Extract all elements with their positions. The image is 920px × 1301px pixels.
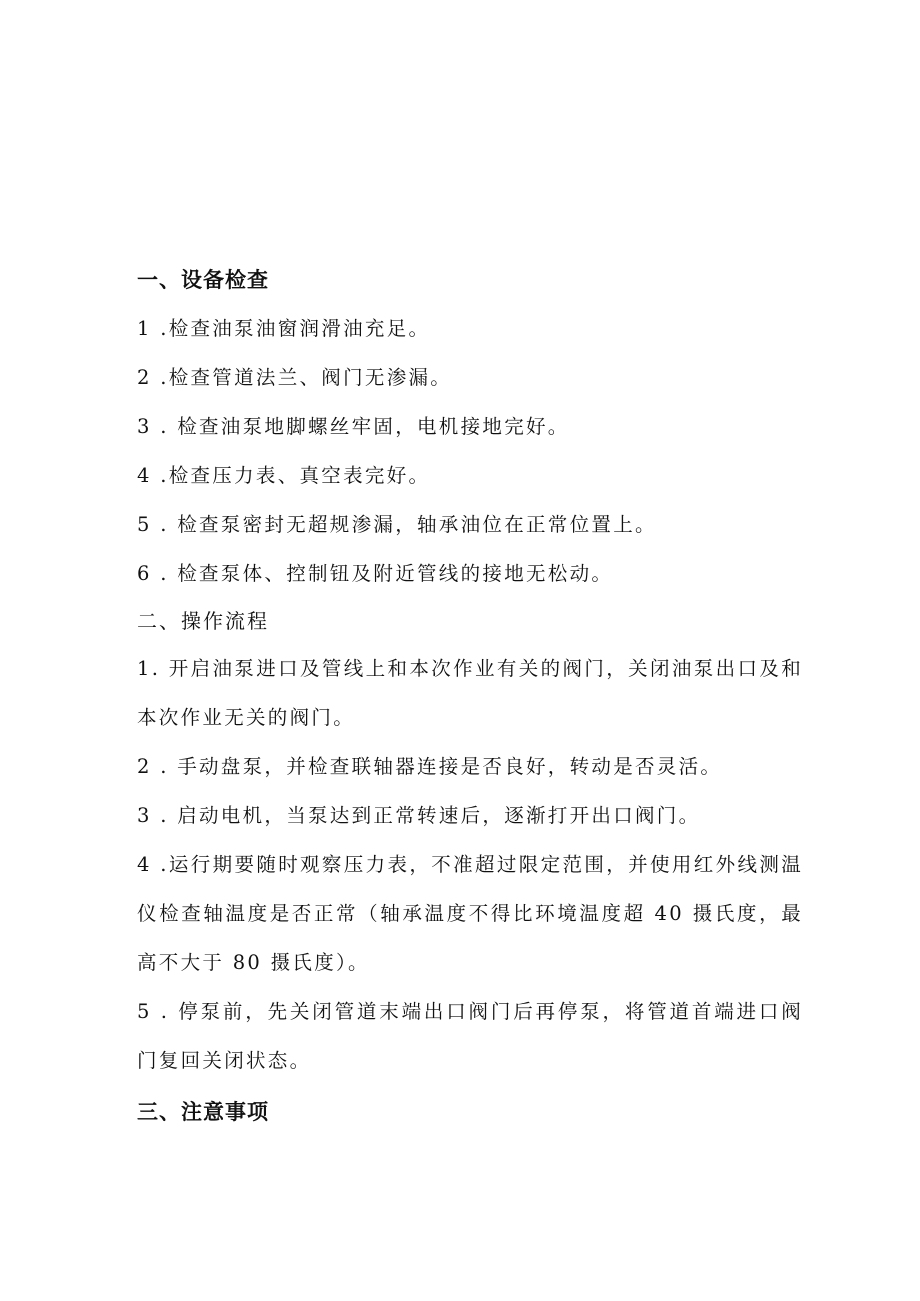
list-item: 3 . 启动电机，当泵达到正常转速后，逐渐打开出口阀门。 (137, 804, 701, 827)
list-item: 5 . 检查泵密封无超规渗漏，轴承油位在正常位置上。 (137, 513, 657, 536)
list-item: 2 . 手动盘泵，并检查联轴器连接是否良好，转动是否灵活。 (137, 755, 723, 778)
list-item: 1 .检查油泵油窗润滑油充足。 (137, 317, 431, 340)
list-item: 4 .检查压力表、真空表完好。 (137, 464, 431, 487)
section-heading-equipment-check: 一、设备检查 (137, 268, 269, 292)
list-item: 3 . 检查油泵地脚螺丝牢固，电机接地完好。 (137, 415, 570, 438)
section-heading-precautions: 三、注意事项 (137, 1100, 269, 1124)
list-item: 1. 开启油泵进口及管线上和本次作业有关的阀门，关闭油泵出口及和本次作业无关的阀门。 (137, 657, 803, 729)
document-page (137, 262, 803, 1137)
list-item: 4 .运行期要随时观察压力表，不准超过限定范围，并使用红外线测温仪检查轴温度是否正常（轴承温度不得比环境温度超 40 摄氏度，最高不大于 80 摄氏度）。 (137, 853, 803, 974)
list-item: 6 . 检查泵体、控制钮及附近管线的接地无松动。 (137, 562, 614, 585)
list-item: 2 .检查管道法兰、阀门无渗漏。 (137, 366, 453, 389)
list-item: 5 . 停泵前，先关闭管道末端出口阀门后再停泵，将管道首端进口阀门复回关闭状态。 (137, 1000, 803, 1072)
section-heading-operation-procedure: 二、操作流程 (137, 609, 269, 633)
